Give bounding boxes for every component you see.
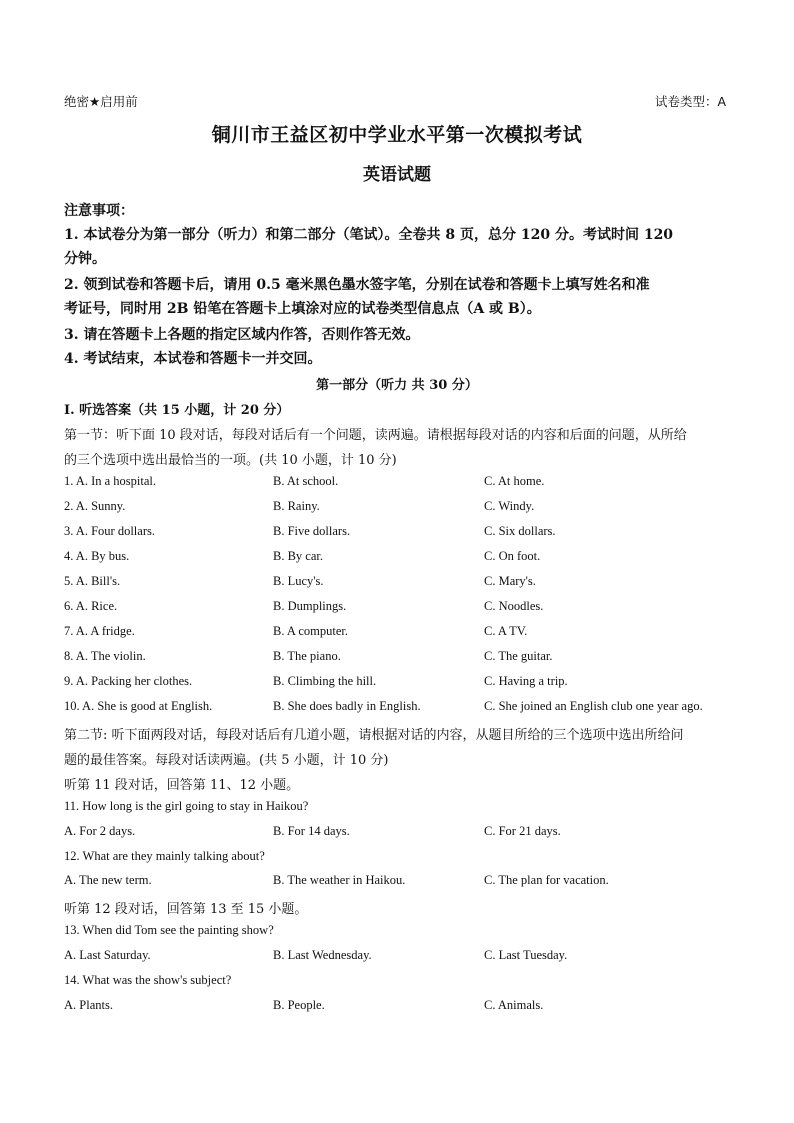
option-c: C. Windy. — [484, 499, 535, 513]
exam-title: 铜川市王益区初中学业水平第一次模拟考试 — [211, 124, 583, 146]
section2-instructions: 第二节: 听下面两段对话，每段对话后有几道小题，请根据对话的内容，从题目所给的三个选项中选出所给问 — [64, 728, 684, 743]
option-b: B. For 14 days. — [273, 824, 350, 838]
option-a: 1. A. In a hospital. — [64, 474, 157, 488]
option-c: C. The plan for vacation. — [484, 873, 609, 887]
option-b: B. Climbing the hill. — [273, 674, 377, 688]
option-b: B. The piano. — [273, 649, 341, 663]
dialog-11-note: 听第 11 段对话，回答第 11、12 小题。 — [64, 778, 300, 793]
paper-type-label: 试卷类型：A — [654, 94, 726, 109]
notes-line: 4. 考试结束，本试卷和答题卡一并交回。 — [64, 351, 322, 367]
option-a: 4. A. By bus. — [64, 549, 130, 563]
option-c: C. Having a trip. — [484, 674, 568, 688]
exam-subtitle: 英语试题 — [363, 165, 431, 185]
question-stem: 11. How long is the girl going to stay in Haikou? — [64, 799, 309, 813]
notes-line: 2. 领到试卷和答题卡后，请用 0.5 毫米黑色墨水签字笔，分别在试卷和答题卡上填写姓名和准 — [64, 277, 650, 293]
notes-line: 分钟。 — [64, 251, 106, 267]
option-b: B. Five dollars. — [273, 524, 351, 538]
notes-line: 考证号，同时用 2B 铅笔在答题卡上填涂对应的试卷类型信息点（A 或 B）。 — [64, 301, 541, 317]
option-c: C. Last Tuesday. — [484, 948, 568, 962]
option-b: B. A computer. — [273, 624, 348, 638]
option-b: B. Dumplings. — [273, 599, 347, 613]
section2-instructions: 题的最佳答案。每段对话读两遍。(共 5 小题，计 10 分) — [64, 753, 389, 768]
option-a: 8. A. The violin. — [64, 649, 146, 663]
option-c: C. A TV. — [484, 624, 528, 638]
option-a: A. The new term. — [64, 873, 152, 887]
option-a: 7. A. A fridge. — [64, 624, 135, 638]
dialog-12-note: 听第 12 段对话，回答第 13 至 15 小题。 — [64, 902, 308, 917]
option-a: 3. A. Four dollars. — [64, 524, 155, 538]
question-stem: 13. When did Tom see the painting show? — [64, 923, 274, 937]
notes-heading: 注意事项： — [64, 203, 134, 219]
option-b: B. People. — [273, 998, 325, 1012]
option-c: C. Noodles. — [484, 599, 544, 613]
option-b: B. By car. — [273, 549, 323, 563]
notes-line: 1. 本试卷分为第一部分（听力）和第二部分（笔试）。全卷共 8 页，总分 120 分。考试时间 120 — [64, 227, 674, 243]
section1-title: Ⅰ. 听选答案（共 15 小题，计 20 分） — [64, 403, 290, 418]
option-a: 2. A. Sunny. — [64, 499, 126, 513]
option-b: B. The weather in Haikou. — [273, 873, 406, 887]
confidential-label: 绝密★启用前 — [64, 94, 138, 109]
option-a: 6. A. Rice. — [64, 599, 118, 613]
section1-instructions: 的三个选项中选出最恰当的一项。(共 10 小题，计 10 分) — [64, 453, 397, 468]
option-c: C. Mary's. — [484, 574, 536, 588]
option-c: C. On foot. — [484, 549, 541, 563]
section1-instructions: 第一节：听下面 10 段对话，每段对话后有一个问题，读两遍。请根据每段对话的内容和后面的问题，从所给 — [64, 428, 687, 443]
option-b: B. Rainy. — [273, 499, 320, 513]
option-a: A. Last Saturday. — [64, 948, 151, 962]
option-c: C. The guitar. — [484, 649, 553, 663]
option-a: 9. A. Packing her clothes. — [64, 674, 193, 688]
question-stem: 14. What was the show's subject? — [64, 973, 232, 987]
option-b: B. She does badly in English. — [273, 699, 421, 713]
notes-line: 3. 请在答题卡上各题的指定区域内作答，否则作答无效。 — [64, 327, 420, 343]
option-b: B. At school. — [273, 474, 339, 488]
option-a: A. For 2 days. — [64, 824, 136, 838]
option-c: C. At home. — [484, 474, 545, 488]
option-c: C. For 21 days. — [484, 824, 561, 838]
option-a: A. Plants. — [64, 998, 113, 1012]
question-stem: 12. What are they mainly talking about? — [64, 849, 265, 863]
option-c: C. Animals. — [484, 998, 544, 1012]
option-b: B. Last Wednesday. — [273, 948, 372, 962]
part1-heading: 第一部分（听力 共 30 分） — [316, 378, 478, 393]
option-a: 5. A. Bill's. — [64, 574, 121, 588]
option-c: C. She joined an English club one year ago. — [484, 699, 703, 713]
option-c: C. Six dollars. — [484, 524, 556, 538]
option-b: B. Lucy's. — [273, 574, 324, 588]
option-a: 10. A. She is good at English. — [64, 699, 213, 713]
